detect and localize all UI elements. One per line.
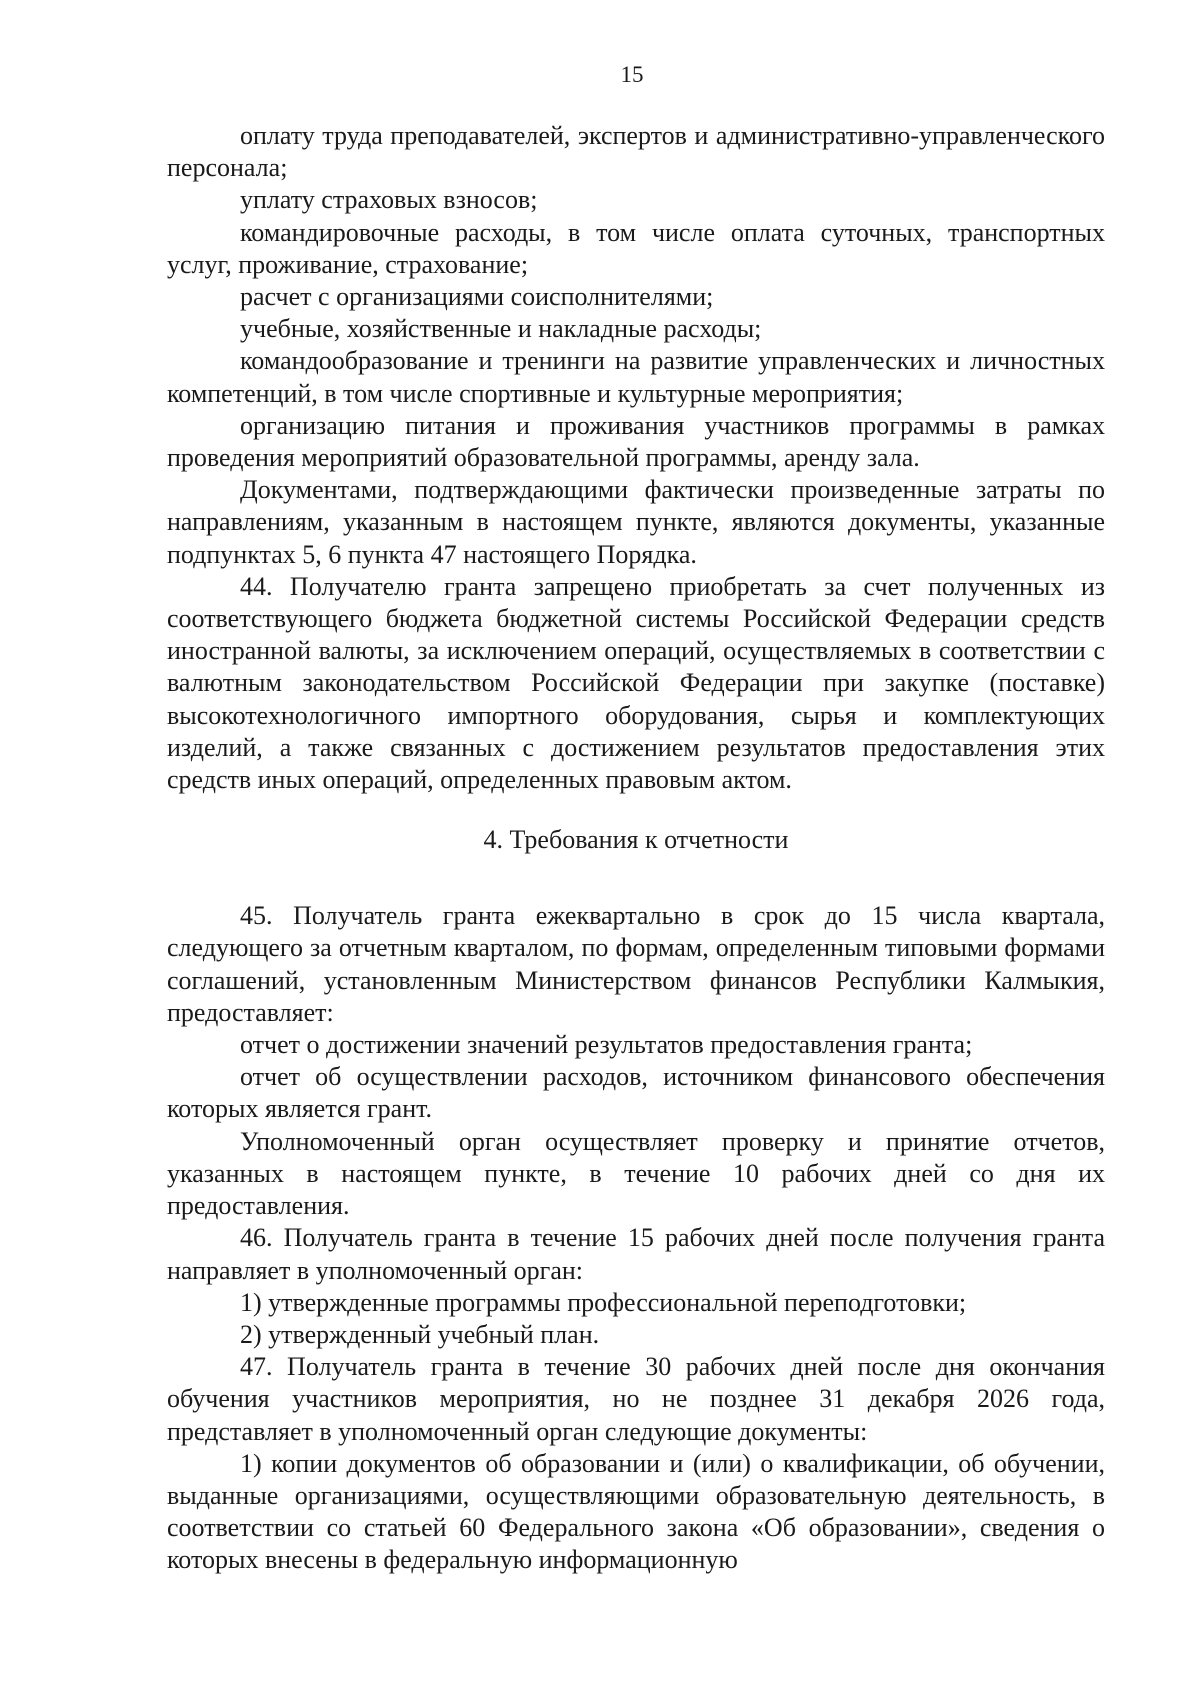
paragraph-46: 46. Получатель гранта в течение 15 рабочих дней после получения гранта направляет в уполномоченный орган:	[167, 1223, 1105, 1285]
paragraph-expense-catering: организацию питания и проживания участников программы в рамках проведения мероприятий образовательной программы, аренду зала.	[167, 410, 1105, 473]
paragraph-44: 44. Получателю гранта запрещено приобретать за счет полученных из соответствующего бюджета бюджетной системы Российской Федерации средств иностранной валюты, за исключением операций, осуществляемых в соответствии с валютным законодательством Российской Федерации при закупке (поставке) высокотехнологичного импортного оборудования, сырья и комплектующих изделий, а также связанных с достижением результатов предоставления этих средств иных операций, определенных правовым актом.	[167, 571, 1105, 795]
paragraph-47: 47. Получатель гранта в течение 30 рабочих дней после дня окончания обучения участников мероприятия, но не позднее 31 декабря 2026 года, представляет в уполномоченный орган следующие документы:	[167, 1352, 1105, 1446]
section-heading: 4. Требования к отчетности	[483, 825, 789, 855]
page-number: 15	[620, 62, 644, 87]
paragraph-report-results: отчет о достижении значений результатов предоставления гранта;	[240, 1030, 973, 1060]
paragraph-expense-travel: командировочные расходы, в том числе оплата суточных, транспортных услуг, проживание, страхование;	[167, 217, 1105, 279]
paragraph-47-item-1: 1) копии документов об образовании и (или) о квалификации, об обучении, выданные организациями, осуществляющими образовательную деятельность, в соответствии со статьей 60 Федерального закона «Об образовании», сведения о которых внесены в федеральную информационную	[167, 1448, 1105, 1575]
paragraph-expense-insurance: уплату страховых взносов;	[240, 185, 538, 215]
paragraph-46-item-2: 2) утвержденный учебный план.	[240, 1319, 600, 1349]
paragraph-expense-coexecutors: расчет с организациями соисполнителями;	[240, 282, 714, 312]
paragraph-46-item-1: 1) утвержденные программы профессиональной переподготовки;	[240, 1287, 967, 1317]
paragraph-expense-overhead: учебные, хозяйственные и накладные расходы;	[240, 314, 762, 344]
paragraph-45: 45. Получатель гранта ежеквартально в срок до 15 числа квартала, следующего за отчетным кварталом, по формам, определенным типовыми формами соглашений, установленным Министерством финансов Республики Калмыкия, предоставляет:	[167, 901, 1105, 1027]
paragraph-expense-teambuilding: командообразование и тренинги на развитие управленческих и личностных компетенций, в том числе спортивные и культурные мероприятия;	[167, 346, 1105, 408]
paragraph-report-expenses: отчет об осуществлении расходов, источником финансового обеспечения которых является грант.	[167, 1062, 1105, 1124]
paragraph-expense-labor: оплату труда преподавателей, экспертов и административно-управленческого персонала;	[167, 121, 1105, 183]
paragraph-supporting-documents: Документами, подтверждающими фактически произведенные затраты по направлениям, указанным в настоящем пункте, являются документы, указанные подпунктах 5, 6 пункта 47 настоящего Порядка.	[167, 475, 1105, 569]
document-body	[167, 120, 1105, 1577]
paragraph-report-verification: Уполномоченный орган осуществляет проверку и принятие отчетов, указанных в настоящем пункте, в течение 10 рабочих дней со дня их предоставления.	[167, 1126, 1105, 1221]
